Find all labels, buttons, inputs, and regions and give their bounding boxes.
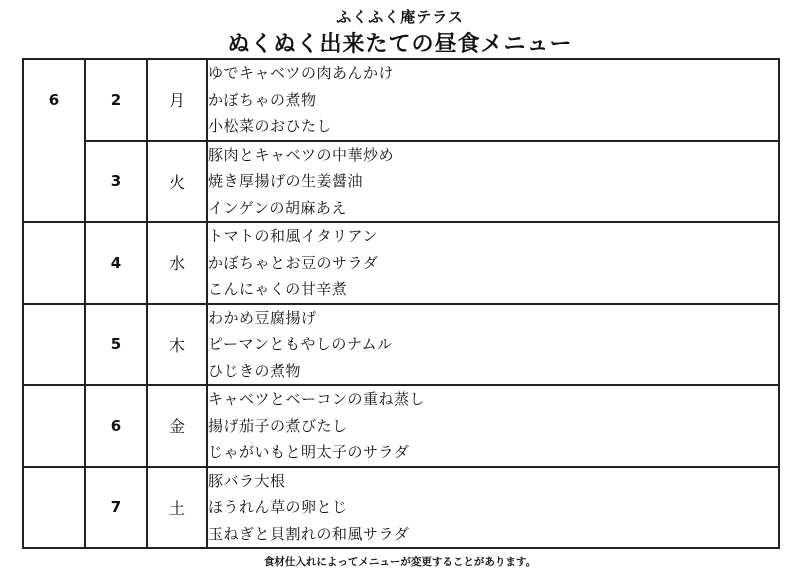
dish-item: ゆでキャベツの肉あんかけ — [208, 64, 395, 82]
dish-item: ひじきの煮物 — [208, 361, 302, 380]
dish-item: トマトの和風イタリアン — [208, 227, 378, 245]
dish-item: 豚肉とキャベツの中華炒め — [208, 145, 395, 164]
day-cell: 5 — [85, 304, 147, 386]
menu-row — [23, 304, 779, 386]
menu-row — [23, 467, 779, 549]
menu-row — [23, 141, 779, 223]
menu-change-note: 食材仕入れによってメニューが変更することがあります。 — [263, 556, 537, 568]
day-cell: 7 — [85, 467, 147, 549]
weekday-cell: 金 — [147, 385, 207, 467]
lunch-menu-table — [22, 58, 780, 549]
day-cell: 6 — [85, 385, 147, 467]
dish-item: 豚バラ大根 — [208, 471, 286, 490]
weekday-cell: 木 — [147, 304, 207, 386]
dishes-cell — [207, 385, 779, 467]
dish-item: 焼き厚揚げの生姜醤油 — [208, 172, 364, 190]
dish-item: インゲンの胡麻あえ — [208, 198, 347, 217]
dish-item: 揚げ茄子の煮びたし — [208, 416, 348, 435]
weekday-cell: 火 — [147, 141, 207, 223]
day-cell: 4 — [85, 222, 147, 304]
dish-item: キャベツとベーコンの重ね蒸し — [208, 390, 426, 408]
menu-row — [23, 222, 779, 304]
day-cell: 3 — [85, 141, 147, 223]
dishes-cell — [207, 467, 779, 549]
month-cell-empty — [23, 222, 85, 304]
weekday-cell: 土 — [147, 467, 207, 549]
dish-item: かぼちゃとお豆のサラダ — [208, 253, 379, 272]
weekday-cell: 水 — [147, 222, 207, 304]
dish-item: わかめ豆腐揚げ — [208, 308, 317, 327]
month-cell-empty — [23, 304, 85, 386]
dishes-cell — [207, 222, 779, 304]
dish-item: 小松菜のおひたし — [208, 117, 333, 135]
menu-row — [23, 59, 779, 141]
menu-title: ぬくぬく出来たての昼食メニュー — [227, 32, 573, 57]
dish-item: ピーマンともやしのナムル — [208, 335, 393, 353]
month-cell: 6 — [23, 59, 85, 141]
venue-title: ふくふく庵テラス — [336, 8, 464, 26]
dishes-cell — [207, 141, 779, 223]
month-cell-empty — [23, 467, 85, 549]
day-cell: 2 — [85, 59, 147, 141]
dish-item: じゃがいもと明太子のサラダ — [208, 443, 410, 461]
month-cell-empty — [23, 385, 85, 467]
dish-item: こんにゃくの甘辛煮 — [208, 280, 348, 298]
menu-row — [23, 385, 779, 467]
dishes-cell — [207, 304, 779, 386]
dish-item: かぼちゃの煮物 — [208, 90, 317, 109]
dish-item: 玉ねぎと貝割れの和風サラダ — [208, 524, 410, 543]
dishes-cell — [207, 59, 779, 141]
dish-item: ほうれん草の卵とじ — [208, 498, 348, 516]
month-cell-empty — [23, 141, 85, 223]
weekday-cell: 月 — [147, 59, 207, 141]
